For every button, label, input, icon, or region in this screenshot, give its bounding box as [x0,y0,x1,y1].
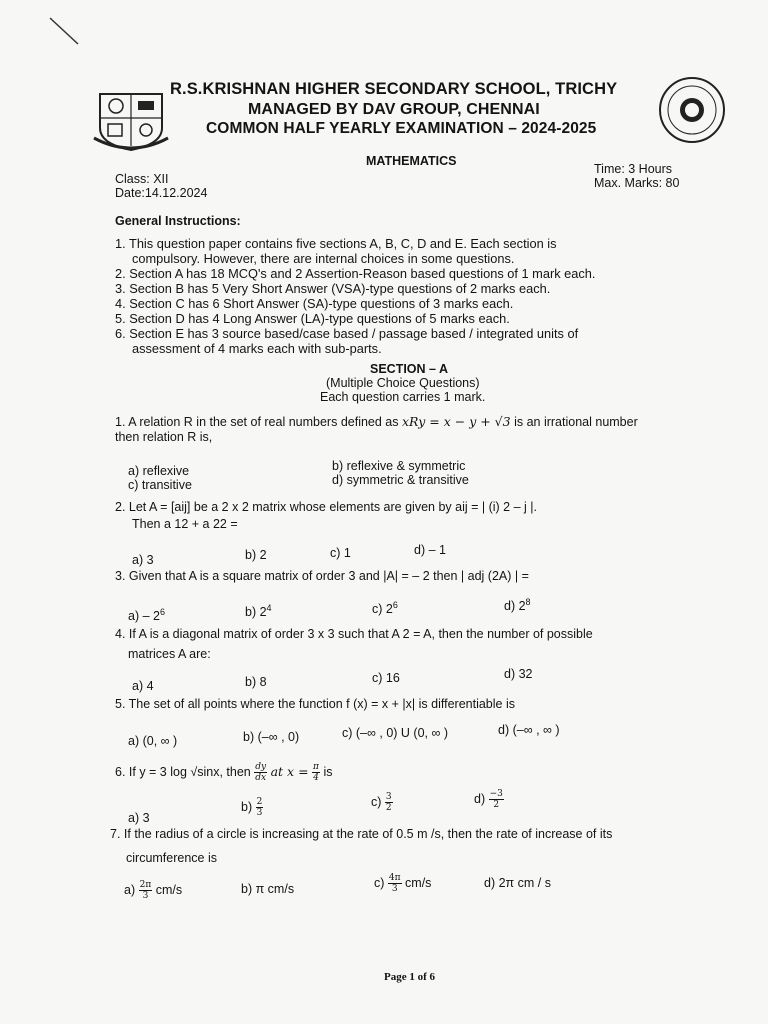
question-7-line2: circumference is [126,851,217,865]
question-1 [115,414,638,429]
option-c: c) $2^6$ [372,600,398,617]
option-c: c) (–∞ , 0) U (0, ∞ ) [342,726,449,740]
option-d: d) $\frac{-3}{2}$ [474,789,503,810]
option-c: c) 1 [330,546,351,560]
option-a: a) reflexive [128,464,190,478]
school-name: R.S.KRISHNAN HIGHER SECONDARY SCHOOL, TRICHY [170,80,618,98]
option-b: b) 2 [245,548,267,562]
option-b: b) $\frac{2}{3}$ [241,797,263,818]
option-b: b) (–∞ , 0) [243,730,300,744]
question-6: 6. If y = 3 log √sinx, then $\frac{dy}{dx}$ at x = $\frac{\pi}{4}$ is [115,762,333,783]
instructions-title: General Instructions: [115,214,241,228]
relation-formula: xRy = x − y + √3 [402,414,511,429]
option-d: d) (–∞ , ∞ ) [498,723,560,737]
question-4-line2: matrices A are: [128,647,211,661]
instruction-item: 5. Section D has 4 Long Answer (LA)-type questions of 5 marks each. [115,311,510,326]
option-c: c) transitive [128,478,192,492]
question-1-text: 1. A relation R in the set of real numbers defined as [115,415,399,429]
dy-dx-fraction: $\frac{dy}{dx}$ [255,762,267,783]
two-pi-over-three-fraction: $\frac{2\pi}{3}$ [139,880,152,901]
option-b: b) reflexive & symmetric [332,459,466,473]
class-label: Class: XII [115,172,169,186]
question-1-line2: then relation R is, [115,430,213,444]
option-d: d) 32 [504,667,533,681]
three-halves-fraction: $\frac{3}{2}$ [385,792,392,813]
option-a: a) $\frac{2\pi}{3}$ cm/s [124,880,183,901]
instruction-item: 2. Section A has 18 MCQ's and 2 Assertion-Reason based questions of 1 mark each. [115,266,596,281]
instruction-item: compulsory. However, there are internal choices in some questions. [132,251,515,266]
section-subtitle: (Multiple Choice Questions) [326,376,480,390]
option-a: a) (0, ∞ ) [128,734,178,748]
dav-om-logo [656,72,728,148]
management: MANAGED BY DAV GROUP, CHENNAI [248,101,540,118]
instruction-item: 1. This question paper contains five sections A, B, C, D and E. Each section is [115,236,557,251]
section-title: SECTION – A [370,362,449,376]
section-note: Each question carries 1 mark. [320,390,486,404]
date-label: Date:14.12.2024 [115,186,208,200]
instruction-item: 4. Section C has 6 Short Answer (SA)-type questions of 3 marks each. [115,296,514,311]
option-c: c) 16 [372,671,400,685]
option-c: c) $\frac{3}{2}$ [371,792,392,813]
page-number: Page 1 of 6 [384,971,436,983]
question-2: 2. Let A = [aij] be a 2 x 2 matrix whose elements are given by aij = | (i) 2 – j |. [115,500,537,514]
option-a: a) 3 [128,811,150,825]
four-pi-over-three-fraction: $\frac{4\pi}{3}$ [388,873,401,894]
option-b: b) π cm/s [241,882,295,896]
question-2-line2: Then a 12 + a 22 = [132,517,238,531]
instruction-item: 6. Section E has 3 source based/case based / passage based / integrated units of [115,326,579,341]
option-a: $a) - 2^6$ [128,607,165,624]
option-d: d) – 1 [414,543,446,557]
subject-title: MATHEMATICS [366,154,457,168]
option-a: a) 4 [132,679,154,693]
pen-mark [48,14,84,50]
two-thirds-fraction: $\frac{2}{3}$ [256,797,263,818]
instruction-item: assessment of 4 marks each with sub-parts. [132,341,382,356]
question-7: 7. If the radius of a circle is increasing at the rate of 0.5 m /s, then the rate of increase of its [110,827,613,841]
option-d: d) symmetric & transitive [332,473,469,487]
school-crest-logo [92,88,170,154]
option-c: c) $\frac{4\pi}{3}$ cm/s [374,873,432,894]
question-1-text-end: is an irrational number [514,415,638,429]
question-5: 5. The set of all points where the function f (x) = x + |x| is differentiable is [115,697,515,711]
option-b: b) $2^4$ [245,603,272,620]
pi-over-4-fraction: $\frac{\pi}{4}$ [313,762,319,783]
exam-title: COMMON HALF YEARLY EXAMINATION – 2024-2025 [206,120,597,137]
neg-three-halves-fraction: $\frac{-3}{2}$ [489,789,503,810]
option-d: d) 2π cm / s [484,876,551,890]
max-marks-label: Max. Marks: 80 [594,176,680,190]
option-a: a) 3 [132,553,154,567]
time-label: Time: 3 Hours [594,162,673,176]
option-b: b) 8 [245,675,267,689]
question-3: 3. Given that A is a square matrix of order 3 and |A| = – 2 then | adj (2A) | = [115,569,529,583]
option-d: d) $2^8$ [504,597,531,614]
question-4: 4. If A is a diagonal matrix of order 3 x 3 such that A 2 = A, then the number of possible [115,627,593,641]
instruction-item: 3. Section B has 5 Very Short Answer (VSA)-type questions of 2 marks each. [115,281,551,296]
